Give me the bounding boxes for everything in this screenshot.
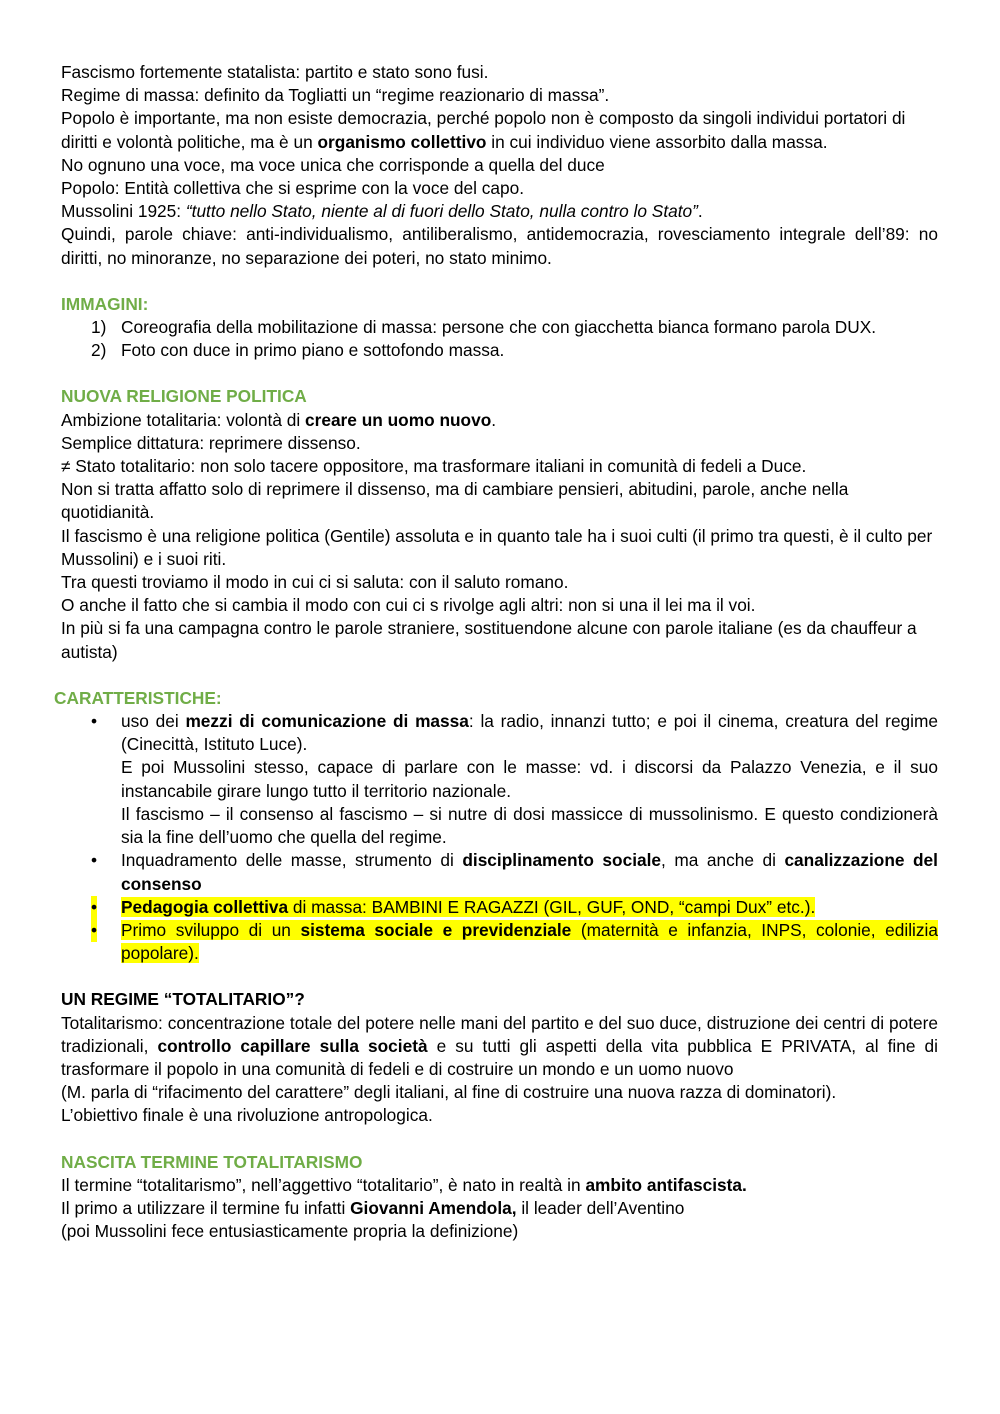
paragraph: Il termine “totalitarismo”, nell’aggettivo “totalitario”, è nato in realtà in ambito antifascista. [61,1174,747,1195]
bold-term: Pedagogia collettiva [121,896,289,917]
list-item: 2) Foto con duce in primo piano e sottofondo massa. [91,340,505,361]
list-item: • uso dei mezzi di comunicazione di massa: la radio, innanzi tutto; e poi il cinema, creatura del regime (Cinecittà, Istituto Luce). E poi Mussolini stesso, capace di parlare con le masse: vd. i discorsi da Palazzo Venezia, e il suo instancabile girare lungo tutto il territorio nazionale. Il fascismo – il consenso al fascismo – si nutre di dosi massicce di mussolinismo. E questo condizionerà sia la fine dell’uomo che quella del regime. [91,711,939,848]
bold-term: sistema sociale e previdenziale [300,919,572,940]
intro-line: No ognuno una voce, ma voce unica che corrisponde a quella del duce [61,154,605,175]
bold-term: disciplinamento sociale [462,850,662,871]
section-heading: NASCITA TERMINE TOTALITARISMO [61,1151,363,1172]
section-heading: NUOVA RELIGIONE POLITICA [61,386,307,407]
list-item-highlighted: • Primo sviluppo di un sistema sociale e previdenziale (maternità e infanzia, INPS, colonie, edilizia popolare). [91,919,938,964]
document-page [54,61,939,1243]
list-item: 1) Coreografia della mobilitazione di massa: persone che con giacchetta bianca formano parola DUX. [91,317,877,338]
paragraph: L’obiettivo finale è una rivoluzione antropologica. [61,1105,433,1126]
paragraph: Ambizione totalitaria: volontà di creare un uomo nuovo. [61,409,497,430]
paragraph: Tra questi troviamo il modo in cui ci si saluta: con il saluto romano. [61,572,569,593]
section-heading: IMMAGINI: [61,293,149,314]
bullet-list [61,710,938,965]
list-item-highlighted: • Pedagogia collettiva di massa: BAMBINI E RAGAZZI (GIL, GUF, OND, “campi Dux” etc.). [61,896,938,919]
paragraph: Totalitarismo: concentrazione totale del potere nelle mani del partito e del suo duce, distruzione dei centri di potere tradizionali, controllo capillare sulla società e su tutti gli aspetti della vita pubblica E PRIVATA, al fine di trasformare il popolo in una comunità di fedeli e di costruire un mondo e un uomo nuovo [61,1012,938,1079]
intro-line: Fascismo fortemente statalista: partito e stato sono fusi. [61,62,489,82]
bold-term: controllo capillare sulla società [157,1035,428,1056]
bullet-icon: • [91,850,98,871]
intro-keywords: Quindi, parole chiave: anti-individualismo, antiliberalismo, antidemocrazia, rovesciamento integrale dell’89: no diritti, no minoranze, no separazione dei poteri, no stato minimo. [61,224,938,268]
list-item: • Inquadramento delle masse, strumento di disciplinamento sociale, ma anche di canalizzazione del consenso [91,850,938,894]
paragraph: ≠ Stato totalitario: non solo tacere oppositore, ma trasformare italiani in comunità di fedeli a Duce. [61,456,807,477]
mussolini-quote: “tutto nello Stato, niente al di fuori dello Stato, nulla contro lo Stato” [185,201,698,222]
bold-term: canalizzazione del consenso [121,850,938,894]
paragraph: O anche il fatto che si cambia il modo con cui ci s rivolge agli altri: non si una il lei ma il voi. [61,595,756,616]
caratteristiche-section [54,687,939,965]
paragraph: Il fascismo è una religione politica (Gentile) assoluta e in quanto tale ha i suoi culti (il primo tra questi, è il culto per Mussolini) e i suoi riti. [61,525,933,569]
bullet-icon: • [91,711,98,732]
numbered-list [61,316,938,362]
intro-quote-line: Mussolini 1925: “tutto nello Stato, niente al di fuori dello Stato, nulla contro lo Stato”. [61,201,703,222]
nascita-section [61,1151,938,1244]
paragraph: Non si tratta affatto solo di reprimere il dissenso, ma di cambiare pensieri, abitudini, parole, anche nella quotidianità. [61,479,849,523]
intro-paragraph: Popolo è importante, ma non esiste democrazia, perché popolo non è composto da singoli individui portatori di diritti e volontà politiche, ma è un organismo collettivo in cui individuo viene assorbito dalla massa. [61,108,906,152]
section-heading: UN REGIME “TOTALITARIO”? [61,989,305,1010]
bullet-icon: • [91,896,97,919]
intro-section [61,61,938,270]
paragraph: (poi Mussolini fece entusiasticamente propria la definizione) [61,1221,519,1242]
paragraph: (M. parla di “rifacimento del carattere” degli italiani, al fine di costruire una nuova razza di dominatori). [61,1082,837,1103]
paragraph: Semplice dittatura: reprimere dissenso. [61,432,361,453]
intro-line: Regime di massa: definito da Togliatti un “regime reazionario di massa”. [61,85,610,106]
paragraph: Il primo a utilizzare il termine fu infatti Giovanni Amendola, il leader dell’Aventino [61,1197,685,1218]
section-heading: CARATTERISTICHE: [54,687,222,708]
bullet-icon: • [91,919,97,942]
totalitario-section [61,988,938,1127]
religione-section [61,385,938,663]
intro-line: Popolo: Entità collettiva che si esprime con la voce del capo. [61,178,525,199]
bold-term: Giovanni Amendola, [350,1197,517,1218]
bold-term: organismo collettivo [317,131,487,152]
immagini-section [61,293,938,363]
paragraph: In più si fa una campagna contro le parole straniere, sostituendone alcune con parole italiane (es da chauffeur a autista) [61,618,917,662]
bold-term: mezzi di comunicazione di massa [185,711,469,732]
bold-term: ambito antifascista. [585,1174,747,1195]
bold-term: creare un uomo nuovo [305,409,492,430]
